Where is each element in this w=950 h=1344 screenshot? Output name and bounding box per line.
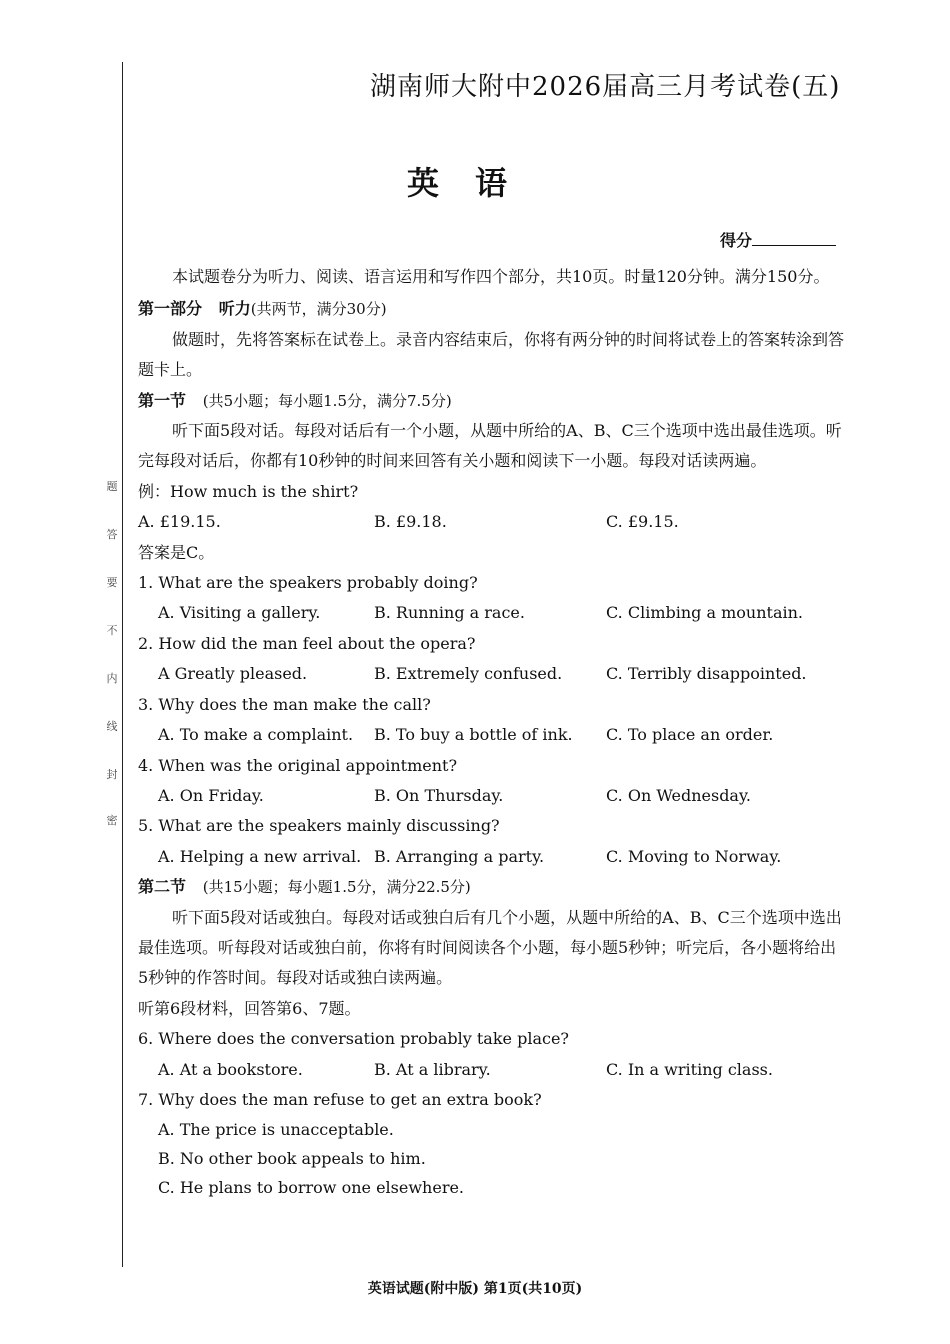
question-2: 2. How did the man feel about the opera?: [138, 633, 476, 653]
part1-instruction: 做题时，先将答案标在试卷上。录音内容结束后，你将有两分钟的时间将试卷上的答案转涂到答题卡上。: [138, 329, 845, 380]
option-b: B. No other book appeals to him.: [158, 1149, 426, 1169]
question-3: 3. Why does the man make the call?: [138, 694, 431, 714]
question-6: 6. Where does the conversation probably take place?: [138, 1029, 569, 1049]
section1-title: 第一节: [138, 390, 187, 410]
option-c: C. Climbing a mountain.: [606, 603, 803, 623]
section1-meta: (共5小题；每小题1.5分，满分7.5分): [202, 391, 452, 410]
option-a: A. On Friday.: [158, 785, 264, 805]
question-3-options: [138, 720, 846, 750]
part1-header: [138, 294, 846, 324]
question-6-options: [138, 1055, 846, 1085]
section2-instruction: 听下面5段对话或独白。每段对话或独白后有几个小题，从题中所给的A、B、C三个选项中选出最佳选项。听每段对话或独白前，你将有时间阅读各个小题，每小题5秒钟；听完后，各小题将给出5秒钟的作答时间。每段对话或独白读两遍。: [138, 907, 842, 988]
seal-line-char: 答: [106, 528, 118, 541]
option-c: C. In a writing class.: [606, 1059, 773, 1079]
option-b: B. Arranging a party.: [374, 846, 545, 866]
option-c: C. He plans to borrow one elsewhere.: [158, 1178, 465, 1198]
option-b: B. On Thursday.: [374, 785, 504, 805]
seal-line-char: 内: [106, 672, 118, 685]
seal-line-char: 线: [106, 720, 118, 733]
page-footer: 英语试题(附中版) 第1页(共10页): [367, 1281, 583, 1297]
question-5-options: [138, 842, 846, 872]
example-option-a: A. £19.15.: [138, 512, 221, 532]
intro-text: 本试题卷分为听力、阅读、语言运用和写作四个部分，共10页。时量120分钟。满分150分。: [172, 267, 830, 286]
example-option-c: C. £9.15.: [606, 512, 679, 532]
option-a: A. Visiting a gallery.: [158, 603, 321, 623]
question-1-options: [138, 598, 846, 628]
question-2-options: [138, 659, 846, 689]
option-b: B. At a library.: [374, 1059, 491, 1079]
part1-name: 听力: [218, 299, 251, 319]
option-c: C. Moving to Norway.: [606, 846, 782, 866]
section2-meta: (共15小题；每小题1.5分，满分22.5分): [202, 878, 471, 897]
score-blank: [752, 231, 836, 246]
seal-line-char: 题: [106, 480, 118, 493]
option-c: C. On Wednesday.: [606, 785, 751, 805]
option-a: A Greatly pleased.: [158, 664, 308, 684]
section1-header: [138, 386, 846, 416]
part1-meta: (共两节，满分30分): [250, 300, 387, 319]
seal-line-char: 封: [106, 768, 118, 781]
score-label: 得分: [720, 231, 753, 250]
option-a: A. To make a complaint.: [158, 725, 354, 745]
seal-line-char: 密: [106, 814, 118, 827]
exam-title: 湖南师大附中2026届高三月考试卷(五): [370, 72, 841, 102]
question-4: 4. When was the original appointment?: [138, 755, 458, 775]
option-a: A. Helping a new arrival.: [158, 846, 362, 866]
question-4-options: [138, 781, 846, 811]
example-question: 例：How much is the shirt?: [138, 481, 359, 501]
option-a: A. At a bookstore.: [158, 1059, 303, 1079]
option-b: B. Running a race.: [374, 603, 525, 623]
subject-title: 英语: [406, 164, 543, 202]
material-note: 听第6段材料，回答第6、7题。: [138, 998, 361, 1018]
section2-header: [138, 872, 846, 902]
section1-instruction: 听下面5段对话。每段对话后有一个小题，从题中所给的A、B、C三个选项中选出最佳选项。听完每段对话后，你都有10秒钟的时间来回答有关小题和阅读下一小题。每段对话读两遍。: [138, 421, 842, 471]
option-c: C. To place an order.: [606, 725, 774, 745]
option-b: B. Extremely confused.: [374, 664, 563, 684]
question-7: 7. Why does the man refuse to get an extra book?: [138, 1089, 542, 1109]
question-5: 5. What are the speakers mainly discussing?: [138, 816, 500, 836]
score-field: [720, 228, 836, 251]
section2-title: 第二节: [138, 877, 187, 897]
seal-line: [122, 62, 123, 1267]
example-option-b: B. £9.18.: [374, 512, 447, 532]
part1-title: 第一部分: [138, 299, 203, 319]
exam-content: [138, 262, 846, 1202]
seal-line-char: 要: [106, 576, 118, 589]
option-a: A. The price is unacceptable.: [158, 1120, 394, 1140]
question-1: 1. What are the speakers probably doing?: [138, 573, 478, 593]
option-b: B. To buy a bottle of ink.: [374, 725, 573, 745]
seal-line-char: 不: [106, 624, 118, 637]
example-answer: 答案是C。: [138, 542, 215, 562]
option-c: C. Terribly disappointed.: [606, 664, 807, 684]
example-options: [138, 507, 846, 537]
